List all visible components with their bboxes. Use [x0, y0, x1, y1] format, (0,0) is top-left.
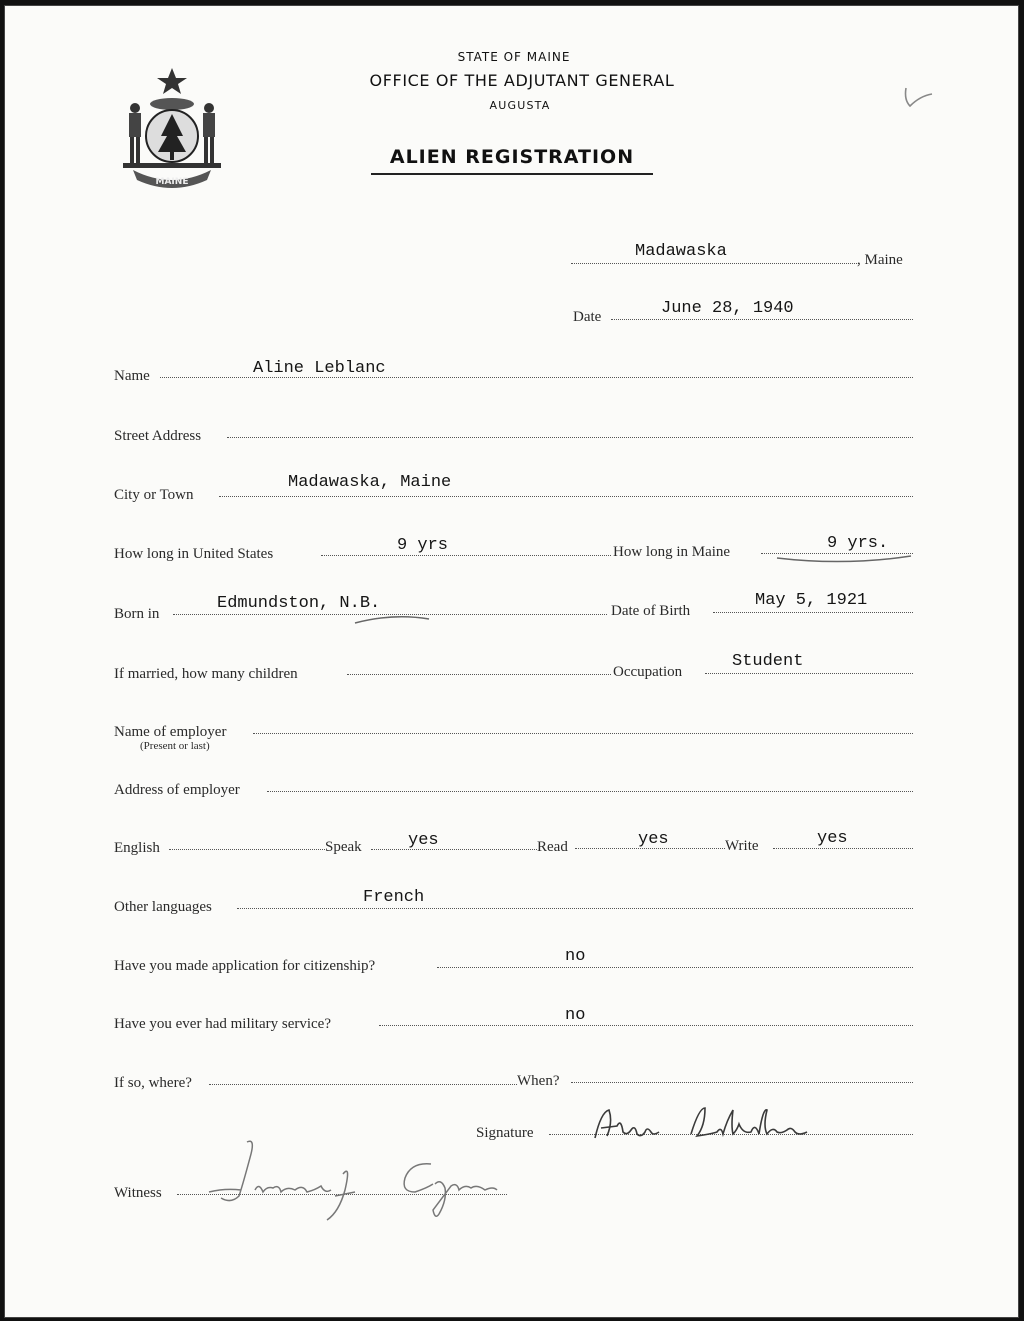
military-value: no: [565, 1006, 586, 1025]
employer-address-line: [267, 790, 913, 792]
other-lang-value: French: [363, 888, 425, 907]
maine-label: , Maine: [857, 252, 903, 268]
when-label: When?: [517, 1073, 560, 1089]
other-lang-label: Other languages: [114, 899, 212, 915]
header-city: AUGUSTA: [489, 99, 551, 112]
witness-signature: [195, 1134, 515, 1226]
children-line: [347, 673, 611, 675]
pencil-underline-mark: [775, 552, 915, 566]
date-value: June 28, 1940: [661, 299, 794, 318]
when-line: [571, 1081, 913, 1083]
employer-label: Name of employer: [114, 724, 227, 740]
seal-scroll-text: MAINE: [155, 177, 189, 187]
read-value: yes: [638, 830, 669, 849]
military-label: Have you ever had military service?: [114, 1016, 331, 1032]
speak-label: Speak: [325, 839, 362, 855]
english-label: English: [114, 840, 160, 856]
military-line: [379, 1024, 913, 1026]
born-label: Born in: [114, 606, 160, 622]
form-title: ALIEN REGISTRATION: [389, 146, 635, 168]
date-line: [611, 318, 913, 320]
write-value: yes: [817, 829, 848, 848]
signature-label: Signature: [476, 1125, 534, 1141]
where-line: [209, 1083, 517, 1085]
street-line: [227, 436, 913, 438]
dob-line: [713, 611, 913, 613]
us-line: [321, 554, 611, 556]
registration-form: [4, 5, 1019, 1318]
citizenship-value: no: [565, 947, 586, 966]
pencil-underline-mark-2: [353, 613, 433, 627]
employer-line: [253, 732, 913, 734]
occupation-line: [705, 672, 913, 674]
town-line: [571, 262, 859, 264]
occupation-label: Occupation: [613, 664, 683, 680]
date-label: Date: [573, 309, 602, 325]
name-label: Name: [114, 368, 150, 384]
maine-duration-label: How long in Maine: [613, 544, 731, 560]
city-value: Madawaska, Maine: [288, 473, 452, 492]
children-label: If married, how many children: [114, 666, 298, 682]
other-lang-line: [237, 907, 913, 909]
read-label: Read: [537, 839, 568, 855]
title-underline: [371, 173, 653, 175]
english-line: [169, 848, 325, 850]
write-label: Write: [725, 838, 759, 854]
dob-value: May 5, 1921: [755, 591, 868, 610]
occupation-value: Student: [732, 652, 804, 671]
us-label: How long in United States: [114, 546, 274, 562]
born-value: Edmundston, N.B.: [217, 594, 381, 613]
speak-line: [371, 848, 537, 850]
where-label: If so, where?: [114, 1075, 192, 1091]
city-label: City or Town: [114, 487, 194, 503]
applicant-signature: [587, 1102, 827, 1148]
town-value: Madawaska: [635, 242, 727, 261]
dob-label: Date of Birth: [611, 603, 691, 619]
citizenship-line: [437, 966, 913, 968]
city-line: [219, 495, 913, 497]
witness-label: Witness: [114, 1185, 162, 1201]
us-value: 9 yrs: [397, 536, 449, 555]
name-value: Aline Leblanc: [253, 359, 386, 378]
header-state: STATE OF MAINE: [457, 50, 571, 64]
employer-address-label: Address of employer: [114, 782, 240, 798]
maine-duration-value: 9 yrs.: [827, 534, 889, 553]
citizenship-label: Have you made application for citizenship?: [114, 958, 376, 974]
header-office: OFFICE OF THE ADJUTANT GENERAL: [369, 71, 675, 90]
speak-value: yes: [408, 831, 439, 850]
street-label: Street Address: [114, 428, 202, 444]
employer-sublabel: (Present or last): [140, 740, 210, 752]
